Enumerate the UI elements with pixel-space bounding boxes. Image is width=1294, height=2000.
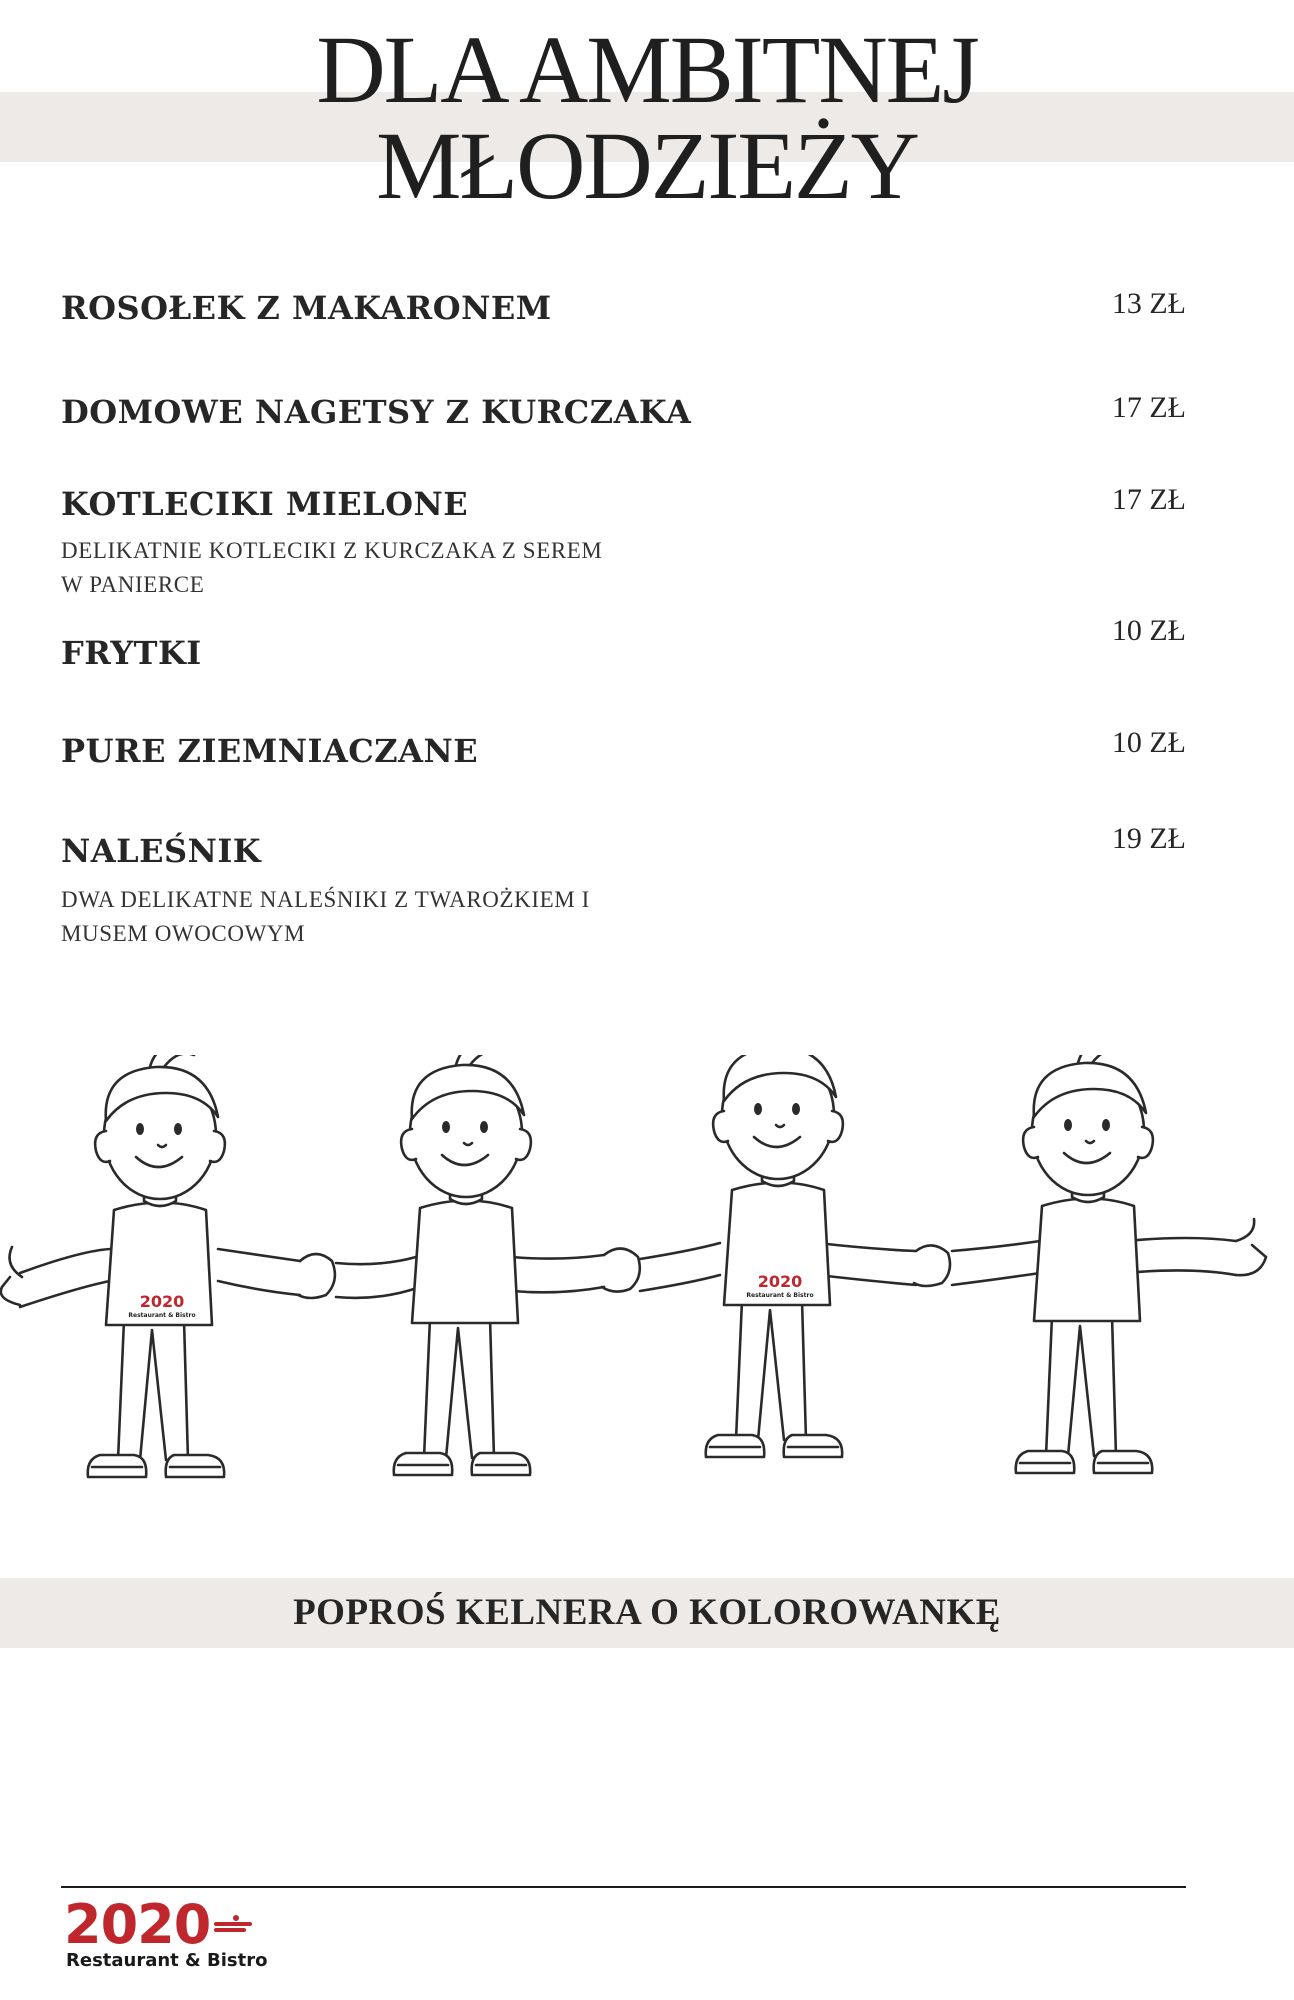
svg-text:2020: 2020 [757, 1272, 803, 1291]
page-title-line2: MŁODZIEŻY [376, 112, 918, 219]
menu-item-price: 17 ZŁ [1111, 391, 1186, 424]
page-title-line1: DLA AMBITNEJ [316, 16, 978, 123]
page-title [0, 16, 1294, 219]
restaurant-logo [64, 1893, 284, 1972]
menu-item-description-line: MUSEM OWOCOWYM [61, 921, 306, 946]
menu-item-name: KOTLECIKI MIELONE [61, 485, 469, 523]
menu-item-name: NALEŚNIK [61, 832, 262, 870]
menu-item-price: 10 ZŁ [1111, 726, 1186, 759]
coloring-page-text: POPROŚ KELNERA O KOLOROWANKĘ [293, 1592, 1001, 1633]
menu-item-name: DOMOWE NAGETSY Z KURCZAKA [61, 393, 692, 431]
menu-item-price: 17 ZŁ [1111, 483, 1186, 516]
menu-item-price: 10 ZŁ [1111, 614, 1186, 647]
menu-item-name: ROSOŁEK Z MAKARONEM [61, 289, 552, 327]
svg-text:2020: 2020 [139, 1292, 185, 1311]
svg-text:Restaurant & Bistro: Restaurant & Bistro [746, 1292, 814, 1299]
menu-item-name: PURE ZIEMNIACZANE [61, 732, 479, 770]
menu-item-name: FRYTKI [61, 634, 202, 672]
menu-item-description-line: W PANIERCE [61, 572, 205, 597]
logo-subtitle: Restaurant & Bistro [66, 1950, 268, 1971]
coloring-page-banner [0, 1578, 1294, 1648]
footer-divider [61, 1886, 1186, 1888]
cloche-icon [214, 1912, 254, 1938]
children-holding-hands-illustration [0, 1055, 1294, 1510]
menu-item-price: 19 ZŁ [1111, 822, 1186, 855]
menu-item-price: 13 ZŁ [1111, 287, 1186, 320]
menu-item-description-line: DELIKATNIE KOTLECIKI Z KURCZAKA Z SEREM [61, 538, 603, 563]
menu-item-description-line: DWA DELIKATNE NALEŚNIKI Z TWAROŻKIEM I [61, 887, 590, 912]
logo-number: 2020 [64, 1893, 211, 1956]
svg-text:Restaurant & Bistro: Restaurant & Bistro [128, 1312, 196, 1319]
